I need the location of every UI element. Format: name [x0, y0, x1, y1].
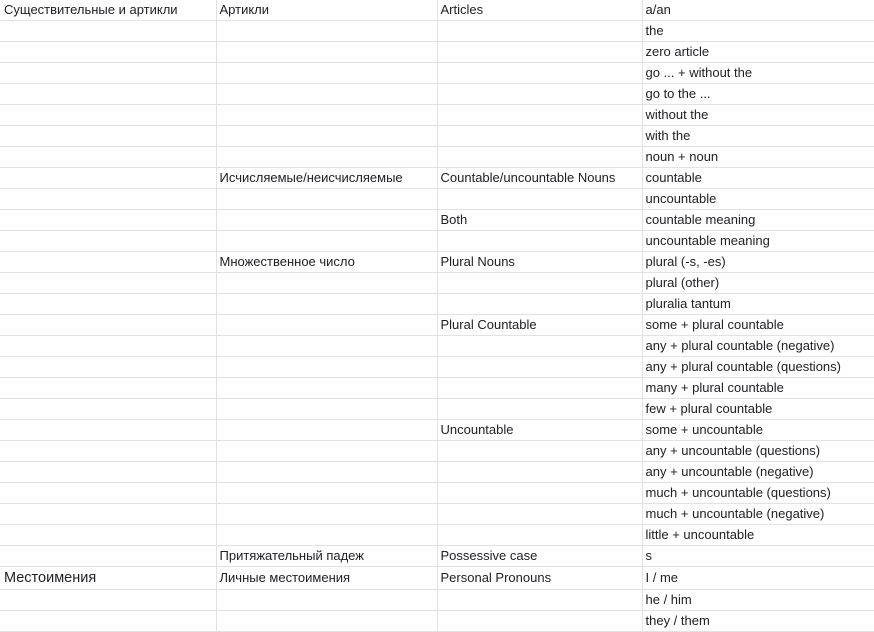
table-cell[interactable]: any + uncountable (negative): [642, 462, 874, 483]
table-cell[interactable]: Possessive case: [437, 546, 642, 567]
table-cell[interactable]: [437, 147, 642, 168]
table-cell[interactable]: [0, 357, 216, 378]
table-cell[interactable]: the: [642, 21, 874, 42]
table-cell[interactable]: [0, 336, 216, 357]
table-cell[interactable]: [216, 126, 437, 147]
table-cell[interactable]: Исчисляемые/неисчисляемые: [216, 168, 437, 189]
table-cell[interactable]: [0, 105, 216, 126]
table-cell[interactable]: [437, 336, 642, 357]
table-cell[interactable]: Притяжательный падеж: [216, 546, 437, 567]
table-cell[interactable]: [0, 63, 216, 84]
table-cell[interactable]: [437, 231, 642, 252]
table-row: [0, 441, 874, 462]
table-cell[interactable]: Личные местоимения: [216, 567, 437, 590]
table-cell[interactable]: [216, 84, 437, 105]
table-cell[interactable]: they / them: [642, 611, 874, 632]
table-row: [0, 0, 874, 21]
table-cell[interactable]: [437, 357, 642, 378]
table-cell[interactable]: [216, 336, 437, 357]
table-cell[interactable]: [437, 441, 642, 462]
table-cell[interactable]: [0, 210, 216, 231]
table-cell[interactable]: [216, 63, 437, 84]
table-cell[interactable]: [216, 294, 437, 315]
table-row: [0, 210, 874, 231]
table-cell[interactable]: [216, 273, 437, 294]
table-cell[interactable]: [0, 525, 216, 546]
table-cell[interactable]: [0, 231, 216, 252]
table-cell[interactable]: without the: [642, 105, 874, 126]
table-row: [0, 273, 874, 294]
table-cell[interactable]: [437, 84, 642, 105]
table-cell[interactable]: any + uncountable (questions): [642, 441, 874, 462]
table-row: [0, 84, 874, 105]
table-cell[interactable]: [0, 504, 216, 525]
table-cell[interactable]: [437, 294, 642, 315]
table-cell[interactable]: [437, 611, 642, 632]
table-cell[interactable]: some + plural countable: [642, 315, 874, 336]
table-cell[interactable]: [0, 462, 216, 483]
table-cell[interactable]: countable: [642, 168, 874, 189]
table-cell[interactable]: [216, 378, 437, 399]
table-cell[interactable]: a/an: [642, 0, 874, 21]
table-cell[interactable]: [0, 420, 216, 441]
table-cell[interactable]: [0, 441, 216, 462]
table-cell[interactable]: [216, 420, 437, 441]
table-cell[interactable]: [0, 84, 216, 105]
table-cell[interactable]: [0, 168, 216, 189]
table-cell[interactable]: [437, 525, 642, 546]
table-cell[interactable]: noun + noun: [642, 147, 874, 168]
table-cell[interactable]: [437, 105, 642, 126]
table-cell[interactable]: [216, 105, 437, 126]
table-cell[interactable]: [437, 483, 642, 504]
table-cell[interactable]: [0, 273, 216, 294]
table-row: [0, 231, 874, 252]
table-cell[interactable]: [216, 210, 437, 231]
table-cell[interactable]: [0, 294, 216, 315]
table-cell[interactable]: few + plural countable: [642, 399, 874, 420]
table-cell[interactable]: [437, 504, 642, 525]
table-cell[interactable]: Personal Pronouns: [437, 567, 642, 590]
table-cell[interactable]: [437, 21, 642, 42]
table-cell[interactable]: [437, 189, 642, 210]
table-row: [0, 420, 874, 441]
table-cell[interactable]: [216, 525, 437, 546]
table-cell[interactable]: [0, 590, 216, 611]
table-cell[interactable]: [437, 273, 642, 294]
table-cell[interactable]: some + uncountable: [642, 420, 874, 441]
table-cell[interactable]: [216, 42, 437, 63]
table-cell[interactable]: [0, 483, 216, 504]
table-cell[interactable]: plural (-s, -es): [642, 252, 874, 273]
table-cell[interactable]: [216, 315, 437, 336]
table-cell[interactable]: [216, 147, 437, 168]
table-row: [0, 315, 874, 336]
table-cell[interactable]: any + plural countable (negative): [642, 336, 874, 357]
table-cell[interactable]: countable meaning: [642, 210, 874, 231]
table-cell[interactable]: Uncountable: [437, 420, 642, 441]
table-cell[interactable]: [0, 189, 216, 210]
table-row: [0, 189, 874, 210]
table-row: [0, 399, 874, 420]
table-cell[interactable]: [216, 483, 437, 504]
table-cell[interactable]: [0, 21, 216, 42]
table-cell[interactable]: [216, 189, 437, 210]
table-cell[interactable]: go ... + without the: [642, 63, 874, 84]
table-cell[interactable]: [216, 231, 437, 252]
table-cell[interactable]: I / me: [642, 567, 874, 590]
table-row: [0, 483, 874, 504]
table-row: [0, 336, 874, 357]
table-row: [0, 42, 874, 63]
table-cell[interactable]: he / him: [642, 590, 874, 611]
table-cell[interactable]: [0, 399, 216, 420]
table-cell[interactable]: [0, 147, 216, 168]
table-row: [0, 126, 874, 147]
table-cell[interactable]: [216, 611, 437, 632]
table-cell[interactable]: uncountable: [642, 189, 874, 210]
table-cell[interactable]: Артикли: [216, 0, 437, 21]
table-row: [0, 378, 874, 399]
table-row: [0, 63, 874, 84]
table-cell[interactable]: little + uncountable: [642, 525, 874, 546]
table-cell[interactable]: much + uncountable (questions): [642, 483, 874, 504]
table-row: [0, 357, 874, 378]
table-row: [0, 21, 874, 42]
table-cell[interactable]: go to the ...: [642, 84, 874, 105]
table-cell[interactable]: [0, 42, 216, 63]
table-cell[interactable]: [0, 378, 216, 399]
table-cell[interactable]: [437, 378, 642, 399]
table-cell[interactable]: [0, 252, 216, 273]
table-cell[interactable]: plural (other): [642, 273, 874, 294]
table-cell[interactable]: [216, 462, 437, 483]
table-row: [0, 252, 874, 273]
table-cell[interactable]: s: [642, 546, 874, 567]
table-cell[interactable]: [437, 399, 642, 420]
table-cell[interactable]: pluralia tantum: [642, 294, 874, 315]
table-row: [0, 147, 874, 168]
table-cell[interactable]: [216, 590, 437, 611]
table-row: [0, 567, 874, 590]
table-cell[interactable]: Articles: [437, 0, 642, 21]
table-cell[interactable]: [437, 126, 642, 147]
table-cell[interactable]: [216, 504, 437, 525]
table-cell[interactable]: [216, 21, 437, 42]
table-cell[interactable]: [437, 63, 642, 84]
table-cell[interactable]: Countable/uncountable Nouns: [437, 168, 642, 189]
table-row: [0, 611, 874, 632]
table-cell[interactable]: [0, 315, 216, 336]
table-cell[interactable]: Местоимения: [0, 567, 216, 590]
table-cell[interactable]: [0, 611, 216, 632]
table-row: [0, 462, 874, 483]
table-cell[interactable]: uncountable meaning: [642, 231, 874, 252]
table-cell[interactable]: [216, 357, 437, 378]
table-row: [0, 504, 874, 525]
table-cell[interactable]: [0, 126, 216, 147]
table-cell[interactable]: Plural Nouns: [437, 252, 642, 273]
table-cell[interactable]: [216, 399, 437, 420]
table-cell[interactable]: [437, 42, 642, 63]
table-cell[interactable]: zero article: [642, 42, 874, 63]
table-cell[interactable]: Существительные и артикли: [0, 0, 216, 21]
table-row: [0, 105, 874, 126]
table-cell[interactable]: [437, 462, 642, 483]
table-cell[interactable]: [216, 441, 437, 462]
table-cell[interactable]: [437, 590, 642, 611]
table-row: [0, 168, 874, 189]
table-cell[interactable]: with the: [642, 126, 874, 147]
table-cell[interactable]: any + plural countable (questions): [642, 357, 874, 378]
table-cell[interactable]: much + uncountable (negative): [642, 504, 874, 525]
table-row: [0, 294, 874, 315]
table-row: [0, 590, 874, 611]
table-cell[interactable]: [0, 546, 216, 567]
table-cell[interactable]: many + plural countable: [642, 378, 874, 399]
table-cell[interactable]: Множественное число: [216, 252, 437, 273]
table-cell[interactable]: Plural Countable: [437, 315, 642, 336]
table-row: [0, 546, 874, 567]
table-cell[interactable]: Both: [437, 210, 642, 231]
table-row: [0, 525, 874, 546]
